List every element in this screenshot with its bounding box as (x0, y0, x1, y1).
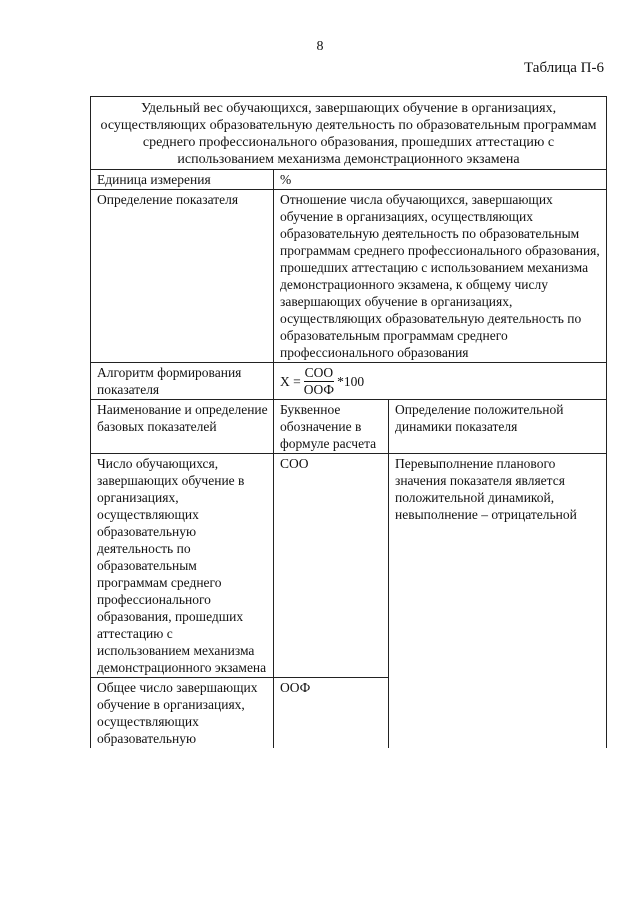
formula-cell (274, 363, 607, 400)
definition-row (91, 190, 607, 363)
row-2-symbol: ООФ (274, 678, 389, 749)
row-1-name: Число обучающихся, завершающих обучение в организациях, осуществляющих образовательную деятельность по образовательным программам среднего профессионального образования, прошедших аттестацию с использованием механизма демонстрационного экзамена (91, 454, 274, 678)
algorithm-row (91, 363, 607, 400)
row-1-symbol: СОО (274, 454, 389, 678)
base-header-dynamics: Определение положительной динамики показателя (389, 400, 607, 454)
formula-denominator: ООФ (303, 382, 335, 397)
table-row (91, 454, 607, 678)
algorithm-label: Алгоритм формирования показателя (91, 363, 274, 400)
definition-value: Отношение числа обучающихся, завершающих обучение в организациях, осуществляющих образовательную деятельность по образовательным программам среднего профессионального образования, прошедших аттестацию с использованием механизма демонстрационного экзамена, к общему числу завершающих обучение в организациях, осуществляющих образовательную деятельность по образовательным программам среднего профессионального образования (274, 190, 607, 363)
table-title: Удельный вес обучающихся, завершающих обучение в организациях, осуществляющих образовательную деятельность по образовательным программам среднего профессионального образования, прошедших аттестацию с использованием механизма демонстрационного экзамена (91, 97, 607, 170)
unit-label: Единица измерения (91, 170, 274, 190)
formula-numerator: СОО (304, 365, 334, 380)
row-2-name: Общее число завершающих обучение в организациях, осуществляющих образовательную (91, 678, 274, 749)
base-header-row (91, 400, 607, 454)
page-number: 8 (316, 39, 324, 54)
table-caption: Таблица П-6 (524, 60, 604, 76)
formula-lhs: X = (280, 374, 301, 389)
formula (280, 364, 364, 398)
unit-row (91, 170, 607, 190)
formula-fraction (303, 365, 335, 398)
unit-value: % (274, 170, 607, 190)
indicator-table (90, 96, 607, 748)
row-1-dynamics: Перевыполнение планового значения показателя является положительной динамикой, невыполнение – отрицательной (389, 454, 607, 749)
base-header-name: Наименование и определение базовых показателей (91, 400, 274, 454)
base-header-symbol: Буквенное обозначение в формуле расчета (274, 400, 389, 454)
table-title-row (91, 97, 607, 170)
definition-label: Определение показателя (91, 190, 274, 363)
formula-multiplier: *100 (337, 374, 365, 389)
